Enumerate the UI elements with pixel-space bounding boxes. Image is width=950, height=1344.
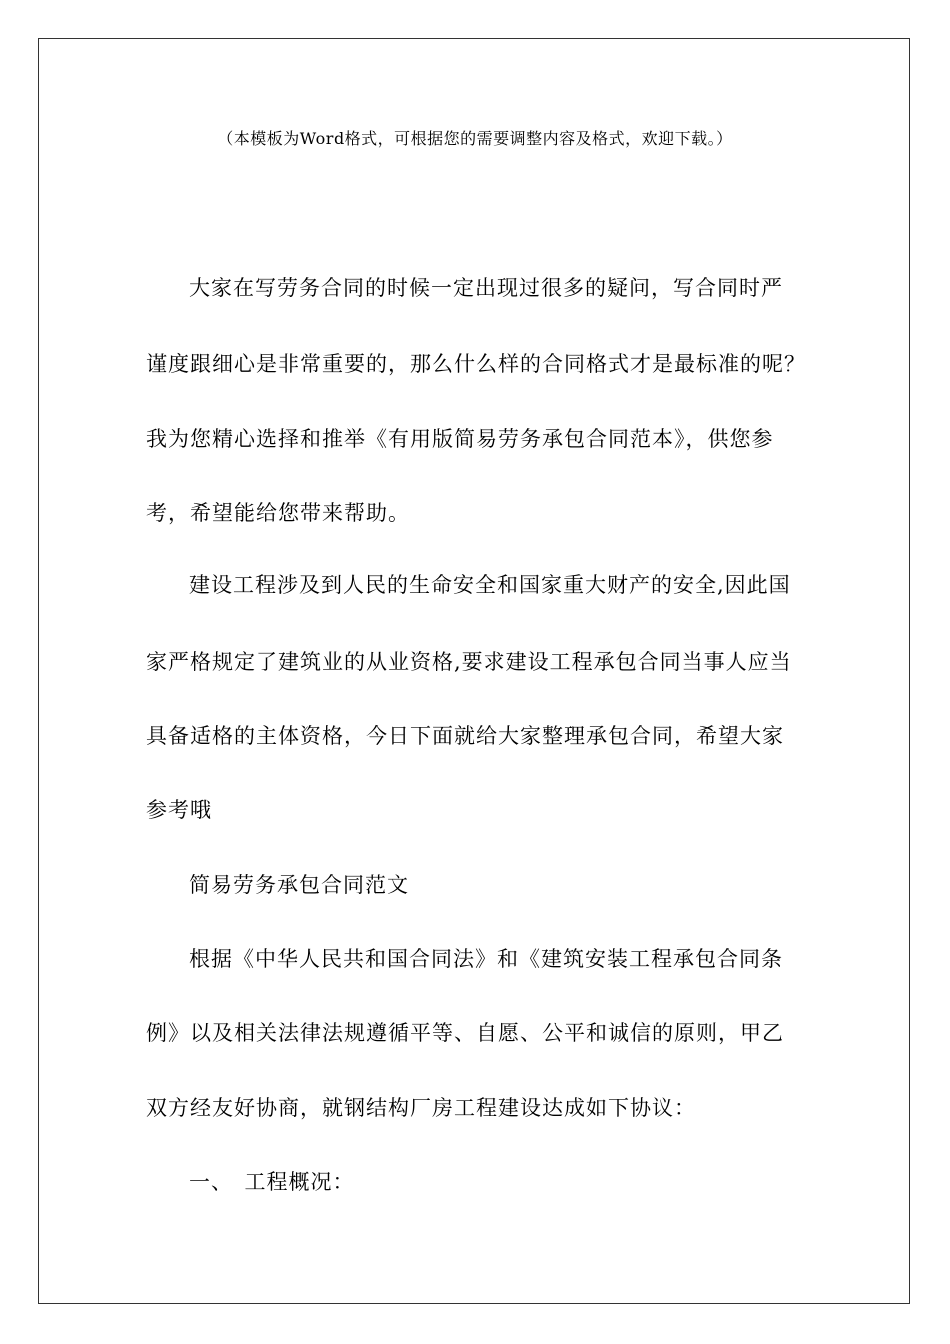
- paragraph-2-line-1: 建设工程涉及到人民的生命安全和国家重大财产的安全,因此国: [189, 573, 791, 597]
- paragraph-2-line-3: 具备适格的主体资格，今日下面就给大家整理承包合同，希望大家: [146, 724, 784, 748]
- clause-heading-1: 一、 工程概况：: [189, 1170, 355, 1194]
- paragraph-3-line-1: 根据《中华人民共和国合同法》和《建筑安装工程承包合同条: [189, 947, 783, 971]
- paragraph-3-line-3: 双方经友好协商，就钢结构厂房工程建设达成如下协议：: [146, 1096, 696, 1120]
- paragraph-1-line-4: 考，希望能给您带来帮助。: [146, 501, 410, 525]
- paragraph-2-line-2: 家严格规定了建筑业的从业资格,要求建设工程承包合同当事人应当: [146, 650, 792, 674]
- paragraph-1-line-1: 大家在写劳务合同的时候一定出现过很多的疑问，写合同时严: [189, 276, 783, 300]
- paragraph-2-line-4: 参考哦: [146, 798, 212, 822]
- paragraph-3-line-2: 例》以及相关法律法规遵循平等、自愿、公平和诚信的原则，甲乙: [146, 1021, 784, 1045]
- section-title: 简易劳务承包合同范文: [189, 873, 409, 897]
- paragraph-1-line-3: 我为您精心选择和推举《有用版简易劳务承包合同范本》，供您参: [146, 427, 774, 451]
- paragraph-1-line-2: 谨度跟细心是非常重要的，那么什么样的合同格式才是最标准的呢？: [146, 352, 806, 376]
- template-note: （本模板为Word格式，可根据您的需要调整内容及格式，欢迎下载。）: [217, 129, 733, 148]
